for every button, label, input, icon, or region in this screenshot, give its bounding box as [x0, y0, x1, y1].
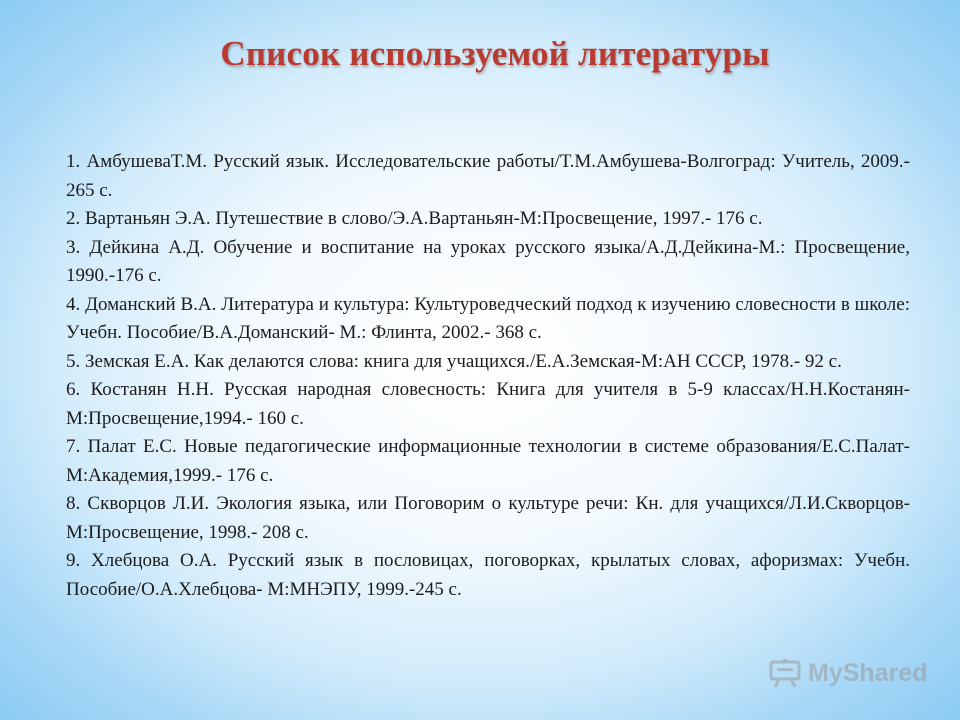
reference-item: 3. Дейкина А.Д. Обучение и воспитание на уроках русского языка/А.Д.Дейкина-М.: Просвещение, 1990.-176 с. — [66, 236, 910, 286]
reference-list — [66, 148, 910, 604]
reference-item: 4. Доманский В.А. Литература и культура: Культуроведческий подход к изучению словесности в школе: Учебн. Пособие/В.А.Доманский- М.: Флинта, 2002.- 368 с. — [66, 293, 910, 343]
presentation-board-icon — [768, 658, 802, 688]
reference-item: 1. АмбушеваТ.М. Русский язык. Исследовательские работы/Т.М.Амбушева-Волгоград: Учитель, 2009.- 265 с. — [66, 151, 910, 201]
reference-item: 9. Хлебцова О.А. Русский язык в пословицах, поговорках, крылатых словах, афоризмах: Учебн. Пособие/О.А.Хлебцова- М:МНЭПУ, 1999.-245 с. — [66, 550, 910, 600]
reference-item: 7. Палат Е.С. Новые педагогические информационные технологии в системе образования/Е.С.Палат-М:Академия,1999.- 176 с. — [66, 436, 910, 486]
reference-item: 2. Вартаньян Э.А. Путешествие в слово/Э.А.Вартаньян-М:Просвещение, 1997.- 176 с. — [66, 208, 763, 229]
myshared-watermark — [768, 656, 927, 690]
watermark-text: MyShared — [808, 658, 928, 687]
reference-item: 6. Костанян Н.Н. Русская народная словесность: Книга для учителя в 5-9 классах/Н.Н.Костанян- М:Просвещение,1994.- 160 с. — [66, 379, 910, 429]
reference-item: 8. Скворцов Л.И. Экология языка, или Поговорим о культуре речи: Кн. для учащихся/Л.И.Скворцов- М:Просвещение, 1998.- 208 с. — [66, 493, 910, 543]
slide-title: Список используемой литературы — [220, 34, 770, 73]
reference-item: 5. Земская Е.А. Как делаются слова: книга для учащихся./Е.А.Земская-М:АН СССР, 1978.- 92 с. — [66, 350, 842, 372]
